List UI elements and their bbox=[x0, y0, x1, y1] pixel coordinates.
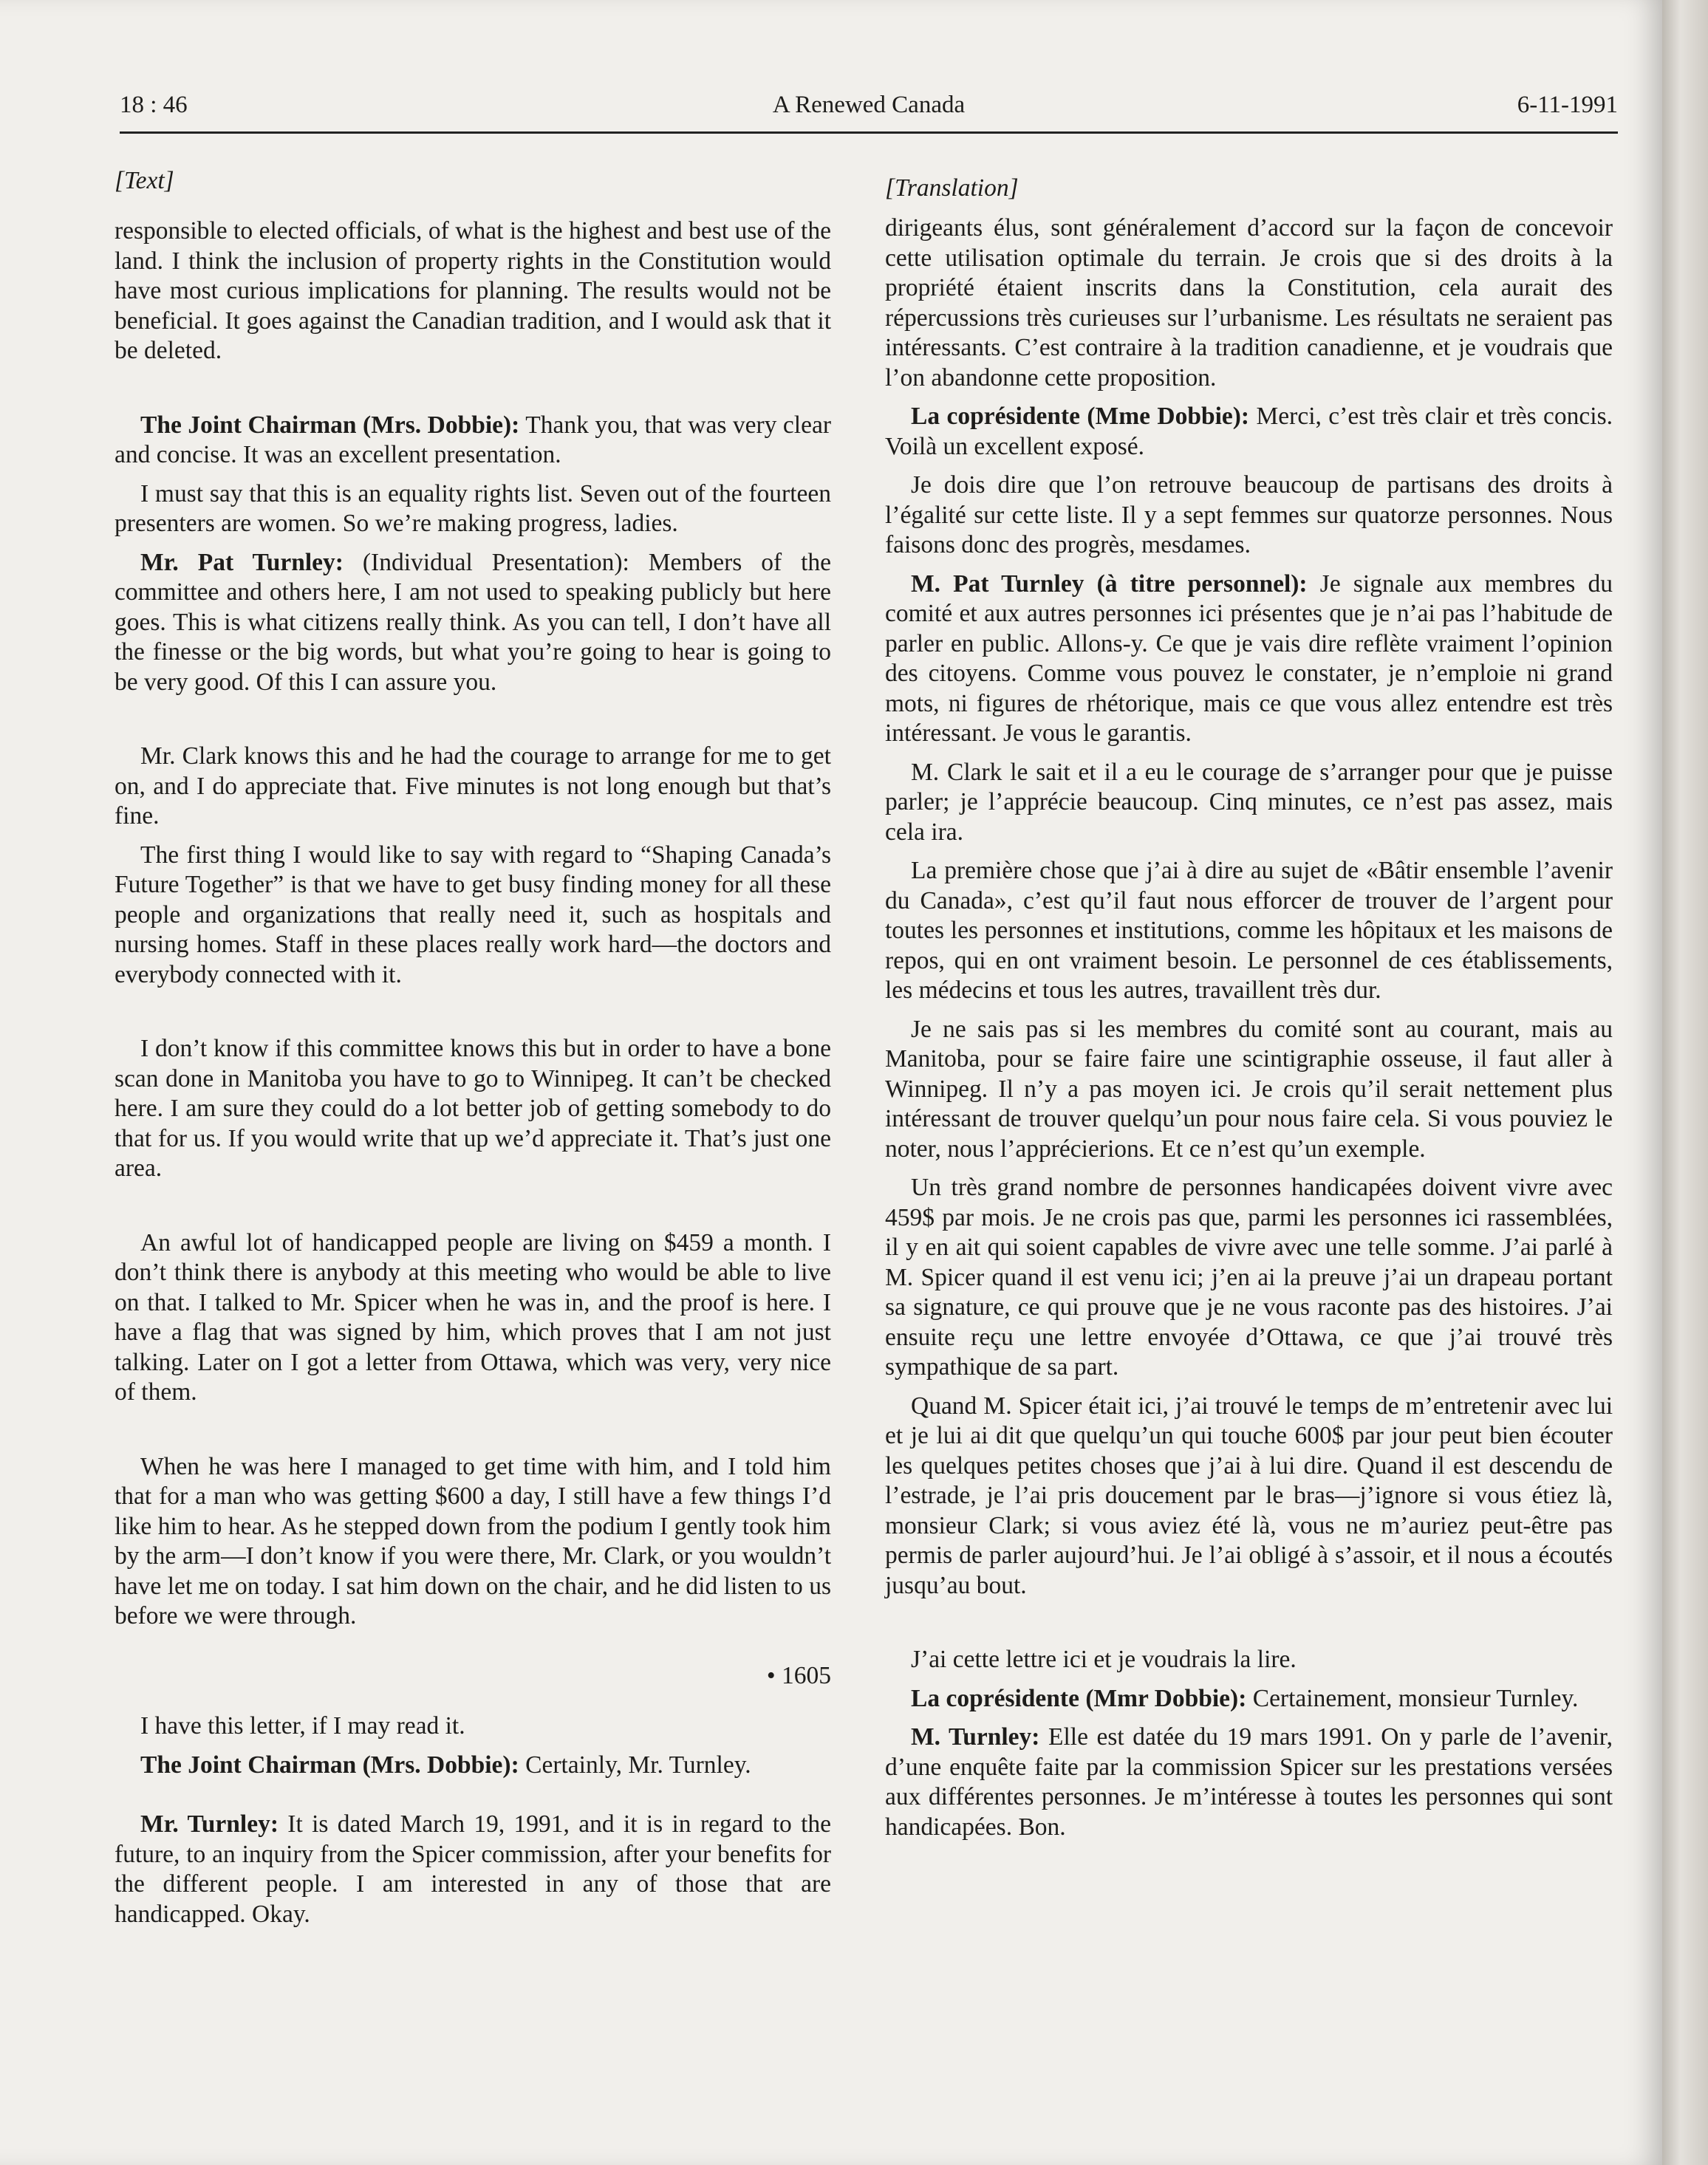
page-edge-shadow bbox=[1662, 0, 1708, 2165]
speech-text: Certainly, Mr. Turnley. bbox=[519, 1751, 751, 1779]
speech-text: (Individual Presentation): Members of the committee and others here, I am not used to speaking publicly but here goes. This is what citizens really think. As you can tell, I don’t have all the finesse or the big words, but what you’re going to hear is going to be very good. Of this I can assure you. bbox=[115, 548, 831, 696]
time-marker: • 1605 bbox=[766, 1661, 831, 1689]
running-title: A Renewed Canada bbox=[772, 92, 966, 118]
page-number: 18 : 46 bbox=[120, 92, 188, 118]
paragraph bbox=[115, 1810, 831, 1929]
paragraph: An awful lot of handicapped people are living on $459 a month. I don’t think there is anybody at this meeting who would be able to live on that. I talked to Mr. Spicer when he was in, and the proof is here. I have a flag that was signed by him, which proves that I am not just talking. Later on I got a letter from Ottawa, which was very, very nice of them. bbox=[115, 1228, 831, 1406]
paragraph: I must say that this is an equality rights list. Seven out of the fourteen presenters are women. So we’re making progress, ladies. bbox=[115, 479, 831, 537]
paragraph: Mr. Clark knows this and he had the courage to arrange for me to get on, and I do appreciate that. Five minutes is not long enough but that’s fine. bbox=[115, 742, 831, 830]
french-column bbox=[885, 166, 1613, 1851]
paragraph: Un très grand nombre de personnes handicapées doivent vivre avec 459$ par mois. Je ne crois pas que, parmi les personnes ici rassemblées, il y en ait qui soient capables de vivre avec une telle somme. J’ai parlé à M. Spicer quand il est venu ici; j’en ai la preuve j’ai un drapeau portant sa signature, ce qui prouve que je ne vous raconte pas des histoires. J’ai ensuite reçu une lettre envoyée d’Ottawa, ce que j’ai trouvé très sympathique de sa part. bbox=[885, 1174, 1613, 1381]
speaker-name: Mr. Pat Turnley: bbox=[140, 548, 344, 576]
paragraph: M. Clark le sait et il a eu le courage de s’arranger pour que je puisse parler; je l’apprécie beaucoup. Cinq minutes, ce n’est pas assez, mais cela ira. bbox=[885, 758, 1613, 846]
paragraph bbox=[885, 1723, 1613, 1842]
speaker-name: The Joint Chairman (Mrs. Dobbie): bbox=[140, 411, 520, 439]
paragraph: Je dois dire que l’on retrouve beaucoup de partisans des droits à l’égalité sur cette liste. Il y a sept femmes sur quatorze personnes. Nous faisons donc des progrès, mesdames. bbox=[885, 471, 1613, 558]
paragraph bbox=[115, 411, 831, 471]
speech-text: Merci, c’est très clair et très concis. Voilà un excellent exposé. bbox=[885, 403, 1613, 460]
speech-text: Certainement, monsieur Turnley. bbox=[1246, 1684, 1579, 1712]
paragraph bbox=[115, 548, 831, 698]
paragraph: Quand M. Spicer était ici, j’ai trouvé le temps de m’entretenir avec lui et je lui ai dit que quelqu’un qui touche 600$ par jour peut bien écouter les quelques petites choses que j’ai à lui dire. Quand il est descendu de l’estrade, je l’ai pris doucement par le bras—j’ignore si vous étiez là, monsieur Clark; si vous aviez été là, vous ne m’auriez peut-être pas permis de parler aujourd’hui. Je l’ai obligé à s’assoir, et il nous a écoutés jusqu’au bout. bbox=[885, 1392, 1613, 1599]
paragraph: When he was here I managed to get time with him, and I told him that for a man who was getting $600 a day, I still have a few things I’d like him to hear. As he stepped down from the podium I gently took him by the arm—I don’t know if you were there, Mr. Clark, or you wouldn’t have let me on today. I sat him down on the chair, and he did listen to us before we were through. bbox=[115, 1452, 831, 1629]
speaker-name: The Joint Chairman (Mrs. Dobbie): bbox=[140, 1751, 519, 1779]
speaker-name: La coprésidente (Mme Dobbie): bbox=[911, 403, 1250, 430]
paragraph bbox=[115, 1751, 831, 1781]
column-label-text: [Text] bbox=[115, 167, 174, 194]
header-date: 6-11-1991 bbox=[1517, 92, 1618, 118]
paragraph: J’ai cette lettre ici et je voudrais la lire. bbox=[911, 1646, 1297, 1673]
paragraph: La première chose que j’ai à dire au sujet de «Bâtir ensemble l’avenir du Canada», c’est qu’il faut nous efforcer de trouver de l’argent pour toutes les personnes et institutions, comme les hôpitaux et les maisons de repos, qui en ont vraiment besoin. Le personnel de ces établissements, les médecins et tous les autres, travaillent très dur. bbox=[885, 857, 1613, 1004]
speech-text: It is dated March 19, 1991, and it is in regard to the future, to an inquiry from the Spicer commission, after your benefits for the different people. I am interested in any of those that are handicapped. Okay. bbox=[115, 1810, 831, 1928]
paragraph: I have this letter, if I may read it. bbox=[140, 1712, 465, 1740]
paragraph: I don’t know if this committee knows this but in order to have a bone scan done in Manitoba you have to go to Winnipeg. It can’t be checked here. I am sure they could do a lot better job of getting somebody to do that for us. If you would write that up we’d appreciate it. That’s just one area. bbox=[115, 1035, 831, 1182]
speech-text: Je signale aux membres du comité et aux autres personnes ici présentes que je n’ai pas l’habitude de parler en public. Allons-y. Ce que je vais dire reflète vraiment l’opinion des citoyens. Comme vous pouvez le constater, je n’emploie ni grand mots, ni figures de rhétorique, mais ce que vous allez entendre est très intéressant. Je vous le garantis. bbox=[885, 570, 1613, 747]
paragraph bbox=[885, 570, 1613, 749]
paragraph: The first thing I would like to say with regard to “Shaping Canada’s Future Together” is that we have to get busy finding money for all these people and organizations that really need it, such as hospitals and nursing homes. Staff in these places really work hard—the doctors and everybody connected with it. bbox=[115, 841, 831, 988]
paragraph: dirigeants élus, sont généralement d’accord sur la façon de concevoir cette utilisation optimale du terrain. Je crois que si des droits à la propriété étaient inscrits dans la Constitution, cela aurait des répercussions très curieuses sur l’urbanisme. Les résultats ne seraient pas intéressants. C’est contraire à la tradition canadienne, et je voudrais que l’on abandonne cette proposition. bbox=[885, 214, 1613, 391]
paragraph: Je ne sais pas si les membres du comité sont au courant, mais au Manitoba, pour se faire faire une scintigraphie osseuse, il faut aller à Winnipeg. Il n’y a pas moyen ici. Je crois qu’il serait nettement plus intéressant de trouver quelqu’un pour nous faire cela. Si vous pouviez le noter, nous l’apprécierions. Et ce n’est qu’un exemple. bbox=[885, 1015, 1613, 1163]
speech-text: Thank you, that was very clear and concise. It was an excellent presentation. bbox=[115, 411, 831, 468]
column-label-translation: [Translation] bbox=[885, 174, 1019, 202]
page-header bbox=[120, 87, 1618, 134]
speaker-name: M. Pat Turnley (à titre personnel): bbox=[911, 570, 1308, 598]
speaker-name: M. Turnley: bbox=[911, 1723, 1040, 1751]
speaker-name: Mr. Turnley: bbox=[140, 1810, 279, 1838]
english-column bbox=[115, 166, 831, 1938]
paragraph bbox=[885, 402, 1613, 462]
speech-text: Elle est datée du 19 mars 1991. On y parle de l’avenir, d’une enquête faite par la commission Spicer sur les prestations versées aux différentes personnes. Je m’intéresse à toutes les personnes qui sont handicapées. Bon. bbox=[885, 1723, 1613, 1841]
paragraph bbox=[885, 1684, 1613, 1714]
speaker-name: La coprésidente (Mmr Dobbie): bbox=[911, 1684, 1247, 1712]
paragraph: responsible to elected officials, of what is the highest and best use of the land. I think the inclusion of property rights in the Constitution would have most curious implications for planning. The results would not be beneficial. It goes against the Canadian tradition, and I would ask that it be deleted. bbox=[115, 217, 831, 364]
